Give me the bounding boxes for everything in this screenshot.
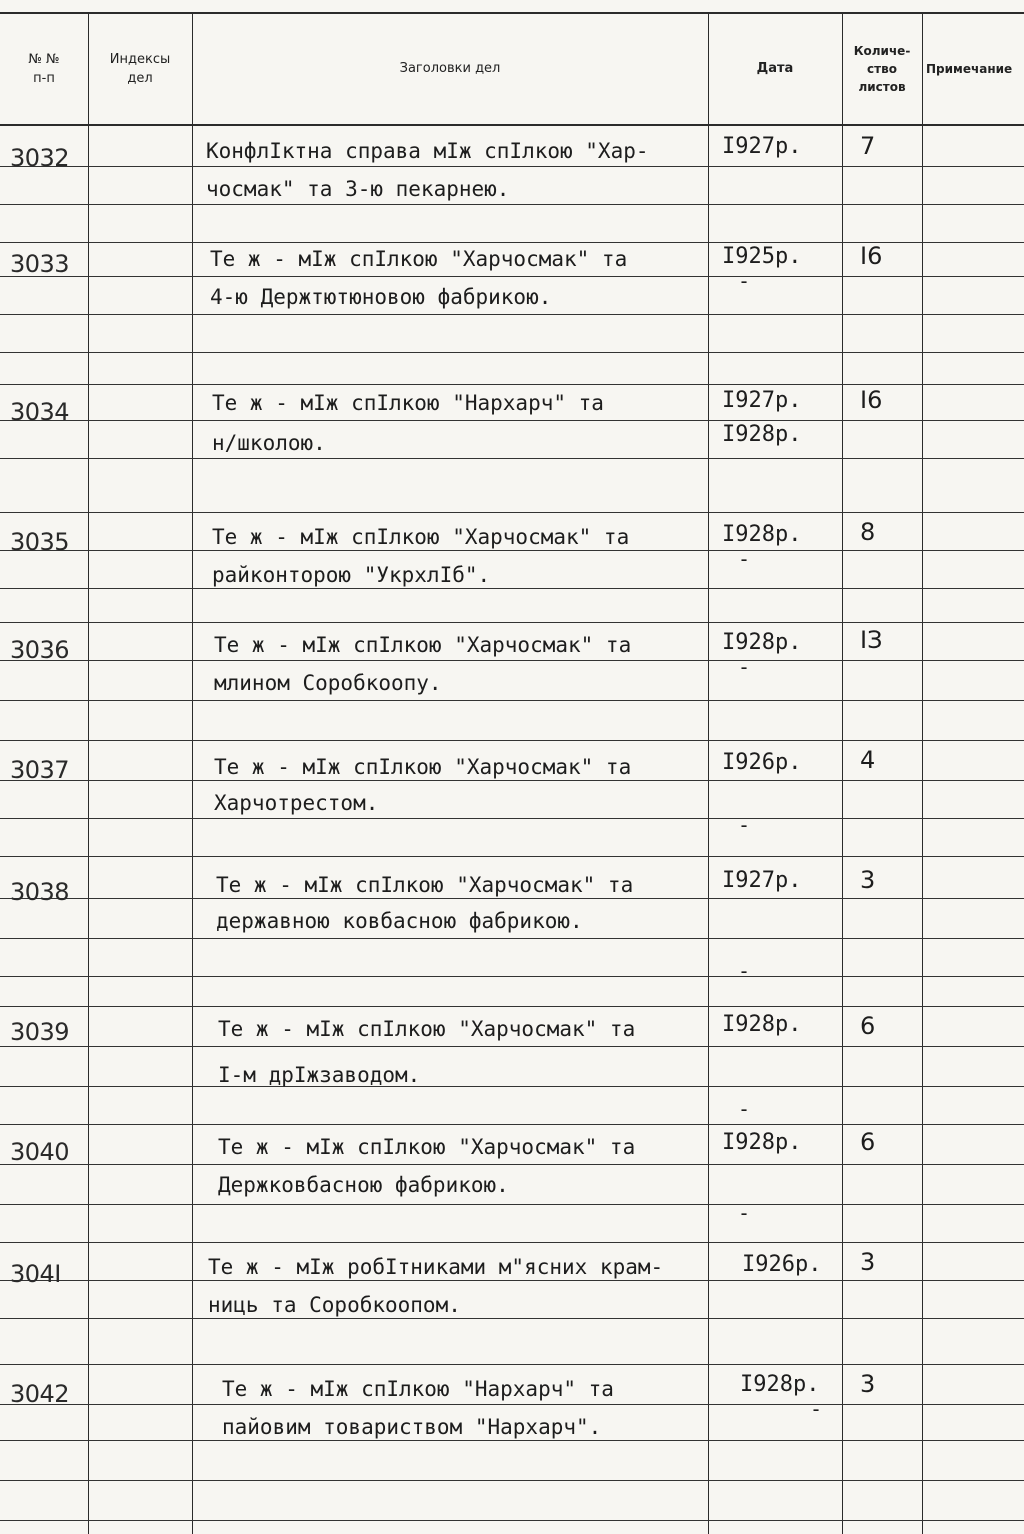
rule-line bbox=[0, 622, 1024, 623]
rule-line bbox=[0, 352, 1024, 353]
record-sheet-count: 3 bbox=[860, 1248, 876, 1276]
record-title-line1: Те ж - мІж спІлкою "Харчосмак" та bbox=[214, 755, 632, 779]
record-number: 3042 bbox=[10, 1380, 70, 1408]
column-rule-index bbox=[192, 12, 193, 1534]
record-sheet-count: ІЗ bbox=[860, 626, 883, 654]
record-date: І928р. - bbox=[740, 1372, 823, 1421]
record-title-line1: Те ж - мІж спІлкою "Харчосмак" та bbox=[214, 633, 632, 657]
rule-line bbox=[0, 1124, 1024, 1125]
rule-line bbox=[0, 740, 1024, 741]
record-number: 3032 bbox=[10, 144, 70, 172]
record-title-line1: Те ж - мІж робІтниками м"ясних крам- bbox=[208, 1255, 664, 1279]
header-index: Индексы дел bbox=[109, 51, 171, 86]
record-title-line2: ниць та Соробкоопом. bbox=[208, 1293, 461, 1317]
record-date: І928р. - bbox=[722, 522, 802, 571]
record-title-line1: Те ж - мІж спІлкою "Харчосмак" та bbox=[210, 247, 628, 271]
record-title-line1: Те ж - мІж спІлкою "Харчосмак" та bbox=[218, 1135, 636, 1159]
record-sheet-count: 7 bbox=[860, 132, 876, 160]
record-number: 3040 bbox=[10, 1138, 70, 1166]
record-date: І927р. - bbox=[722, 868, 802, 983]
record-title-line2: пайовим товариством "Нархарч". bbox=[222, 1415, 602, 1439]
record-title-line1: КонфлІктна справа мІж спІлкою "Хар- bbox=[206, 139, 649, 163]
record-title-line1: Те ж - мІж спІлкою "Харчосмак" та bbox=[216, 873, 634, 897]
rule-line bbox=[0, 512, 1024, 513]
header-date: Дата bbox=[756, 61, 794, 77]
record-number: 3038 bbox=[10, 878, 70, 906]
rule-line bbox=[0, 1480, 1024, 1481]
rule-line bbox=[0, 1364, 1024, 1365]
record-date: І927р. І928р. bbox=[722, 388, 802, 447]
header-bottom-rule bbox=[0, 124, 1024, 126]
record-title-line2: млином Соробкоопу. bbox=[214, 671, 442, 695]
record-sheet-count: 8 bbox=[860, 518, 876, 546]
record-title-line2: н/школою. bbox=[212, 431, 326, 455]
rule-line bbox=[0, 856, 1024, 857]
header-sheets: Количе- ство листов bbox=[853, 44, 911, 94]
record-number: 3039 bbox=[10, 1018, 70, 1046]
record-title-line2: Харчотрестом. bbox=[214, 791, 379, 815]
record-sheet-count: І6 bbox=[860, 386, 883, 414]
rule-line bbox=[0, 976, 1024, 977]
record-date: І928р. - bbox=[722, 1130, 802, 1225]
record-title-line2: І-м дрІжзаводом. bbox=[218, 1063, 421, 1087]
record-title-line2: державною ковбасною фабрикою. bbox=[216, 909, 583, 933]
record-number: 3036 bbox=[10, 636, 70, 664]
record-sheet-count: 6 bbox=[860, 1128, 876, 1156]
column-rule-number bbox=[88, 12, 89, 1534]
rule-line bbox=[0, 1242, 1024, 1243]
record-title-line2: 4-ю Держтютюновою фабрикою. bbox=[210, 285, 552, 309]
record-sheet-count: 3 bbox=[860, 1370, 876, 1398]
header-notes: Примечание bbox=[926, 62, 1013, 76]
record-sheet-count: 3 bbox=[860, 866, 876, 894]
record-title-line1: Те ж - мІж спІлкою "Нархарч" та bbox=[222, 1377, 614, 1401]
record-sheet-count: І6 bbox=[860, 242, 883, 270]
record-number: 3037 bbox=[10, 756, 70, 784]
record-title-line1: Те ж - мІж спІлкою "Нархарч" та bbox=[212, 391, 604, 415]
record-title-line2: Держковбасною фабрикою. bbox=[218, 1173, 509, 1197]
record-sheet-count: 4 bbox=[860, 746, 876, 774]
column-rule-date bbox=[842, 12, 843, 1534]
record-date: І926р. bbox=[742, 1252, 822, 1277]
record-date: І926р. - bbox=[722, 750, 802, 837]
record-number: 3034 bbox=[10, 398, 70, 426]
record-title-line1: Те ж - мІж спІлкою "Харчосмак" та bbox=[218, 1017, 636, 1041]
record-number: 3033 bbox=[10, 250, 70, 278]
rule-line bbox=[0, 1520, 1024, 1521]
rule-line bbox=[0, 1006, 1024, 1007]
record-number: 304І bbox=[10, 1260, 61, 1288]
record-sheet-count: 6 bbox=[860, 1012, 876, 1040]
record-date: І925р. - bbox=[722, 244, 802, 293]
record-number: 3035 bbox=[10, 528, 70, 556]
header-number: № № п-п bbox=[28, 51, 60, 86]
record-date: І927р. bbox=[722, 134, 802, 159]
record-title-line1: Те ж - мІж спІлкою "Харчосмак" та bbox=[212, 525, 630, 549]
record-date: І928р. - bbox=[722, 1012, 802, 1121]
record-date: І928р. - bbox=[722, 630, 802, 679]
header-title: Заголовки дел bbox=[399, 61, 501, 77]
record-title-line2: райконторою "УкрхлІб". bbox=[212, 563, 491, 587]
record-title-line2: чосмак" та 3-ю пекарнею. bbox=[206, 177, 510, 201]
